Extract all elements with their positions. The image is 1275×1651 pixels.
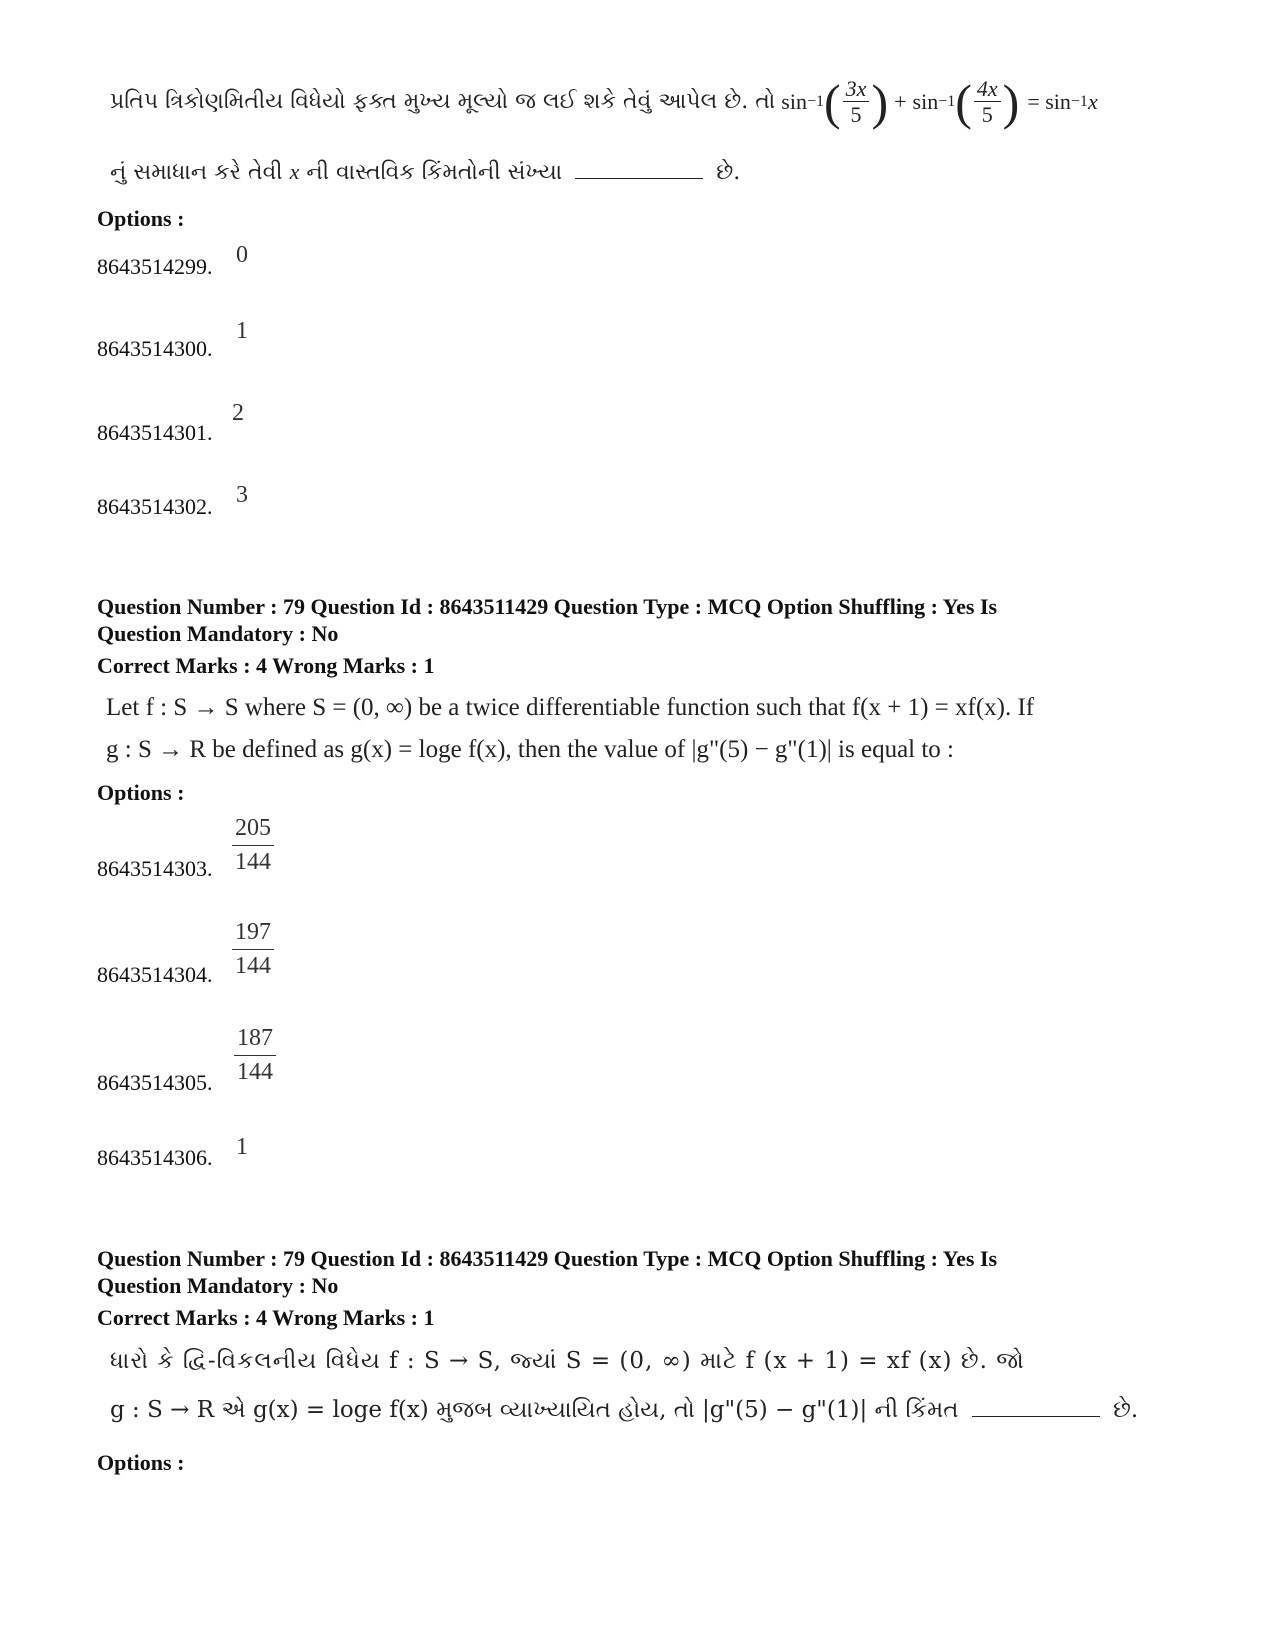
q79b-question-line1: ધારો કે દ્વિ-વિકલનીય વિધેય f : S → S, જ્યાં S = (0, ∞) માટે f (x + 1) = xf (x) છે. જો	[110, 1348, 1025, 1374]
q79b-header-line2: Question Mandatory : No	[97, 1273, 339, 1298]
q79b-marks: Correct Marks : 4 Wrong Marks : 1	[97, 1305, 435, 1330]
q79a-option-fraction: $\frac{197}{144}$	[232, 918, 274, 981]
q78-option-id: 8643514301.	[97, 420, 213, 445]
q78-options-label: Options :	[97, 206, 185, 231]
q79a-option-id: 8643514303.	[97, 856, 213, 881]
q79a-option-value: 1	[236, 1134, 248, 1160]
q78-option-value: 2	[232, 400, 244, 426]
q78-line2: નું સમાધાન કરે તેવી x ની વાસ્તવિક કિંમતોની સંખ્યા છે.	[110, 159, 741, 185]
q79a-options-label: Options :	[97, 780, 185, 805]
q79a-option-fraction: $\frac{187}{144}$	[234, 1024, 276, 1087]
q79b-question-line2: g : S → R એ g(x) = loge f(x) મુજબ વ્યાખ્યાયિત હોય, તો |g"(5) − g"(1)| ની કિંમત છે.	[110, 1397, 1139, 1423]
q78-option-id: 8643514302.	[97, 494, 213, 519]
answer-blank	[575, 158, 703, 179]
q79a-option-id: 8643514304.	[97, 962, 213, 987]
q79a-marks: Correct Marks : 4 Wrong Marks : 1	[97, 653, 435, 678]
q78-option-id: 8643514300.	[97, 336, 213, 361]
q79a-option-fraction: $\frac{205}{144}$	[232, 814, 274, 877]
q79b-header-line1: Question Number : 79 Question Id : 8643511429 Question Type : MCQ Option Shuffling : Yes Is	[97, 1246, 998, 1271]
answer-blank	[972, 1396, 1100, 1417]
q79a-option-id: 8643514305.	[97, 1070, 213, 1095]
q78-option-value: 0	[236, 242, 248, 268]
q78-option-value: 1	[236, 318, 248, 344]
q78-fraction-1: $\frac{3x}{5}$	[843, 76, 870, 128]
q78-line1-text: પ્રતિપ ત્રિકોણમિતીય વિધેયો ફક્ત મુખ્ય મૂલ્યો જ લઈ શકે તેવું આપેલ છે. તો	[110, 89, 776, 115]
q78-fraction-2: $\frac{4x}{5}$	[974, 76, 1001, 128]
q79a-header-line1: Question Number : 79 Question Id : 8643511429 Question Type : MCQ Option Shuffling : Yes Is	[97, 594, 998, 619]
q79a-question-line1: Let f : S → S where S = (0, ∞) be a twice differentiable function such that f(x + 1) = xf(x). If	[106, 694, 1035, 721]
q79b-options-label: Options :	[97, 1450, 185, 1475]
q78-line1	[110, 73, 1098, 130]
q79a-option-id: 8643514306.	[97, 1145, 213, 1170]
q78-option-value: 3	[236, 482, 248, 508]
q78-option-id: 8643514299.	[97, 254, 213, 279]
q79a-header-line2: Question Mandatory : No	[97, 621, 339, 646]
q79a-question-line2: g : S → R be defined as g(x) = loge f(x), then the value of |g"(5) − g"(1)| is equal to :	[106, 736, 954, 763]
q78-equation: sin −1 ( $\frac{3x}{5}$ ) + sin −1 ( $\frac{4x}{5}$ ) = sin −1 x	[781, 73, 1098, 130]
